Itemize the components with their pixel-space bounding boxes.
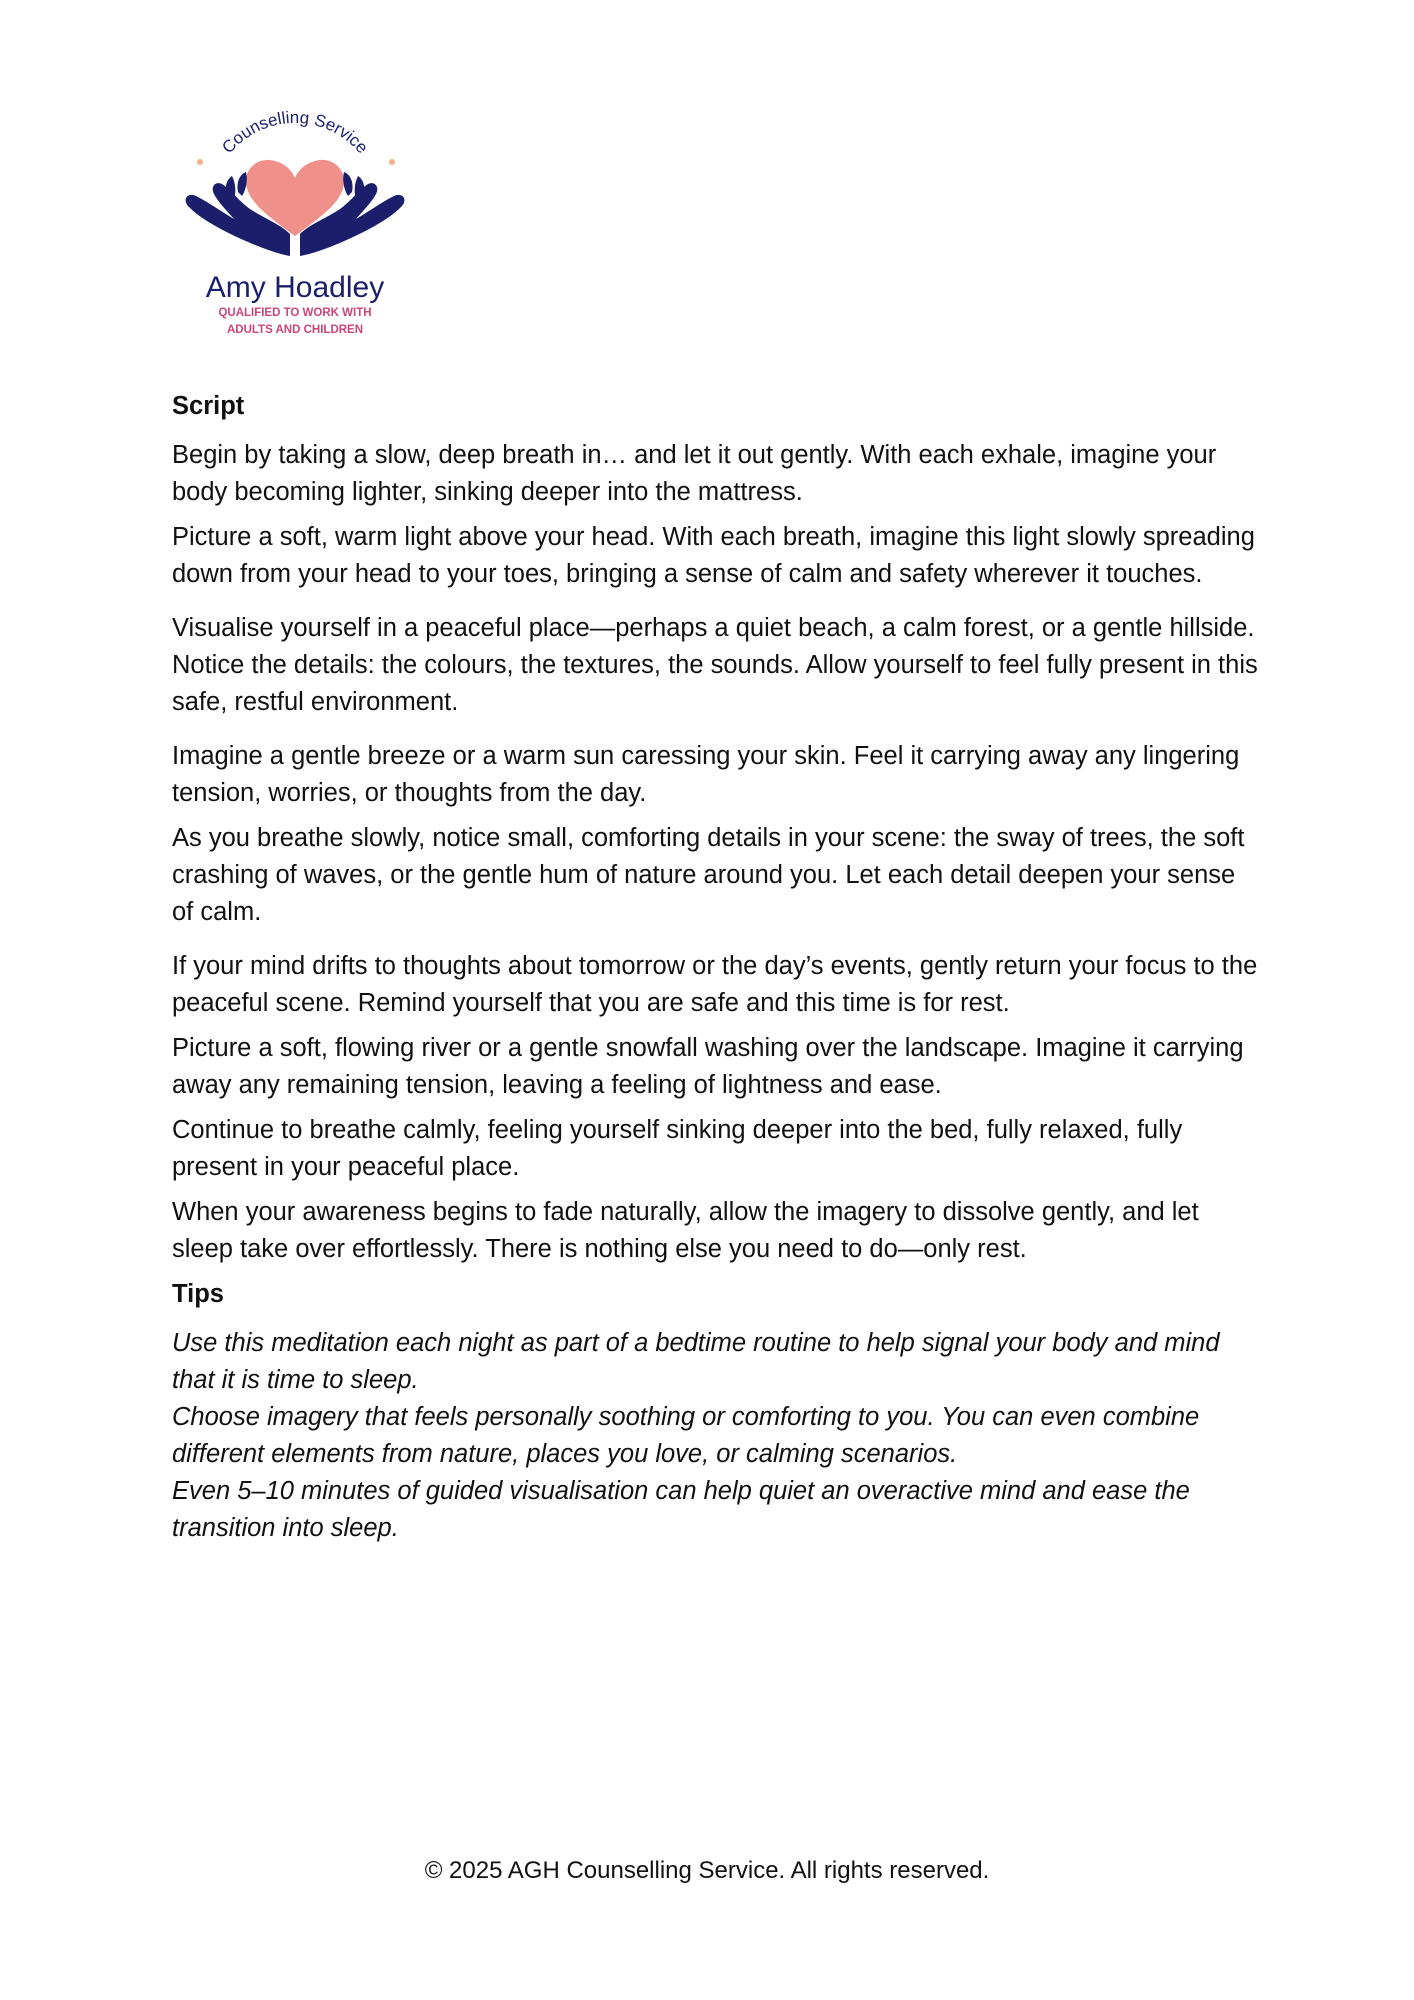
script-heading: Script [172,392,245,420]
script-paragraph: Begin by taking a slow, deep breath in… and let it out gently. With each exhale, imagine your body becoming lighter, sinking deeper into the mattress. [172,441,1217,506]
dot-icon [197,159,203,165]
script-paragraph: Continue to breathe calmly, feeling yourself sinking deeper into the bed, fully relaxed, fully present in your peaceful place. [172,1116,1183,1181]
dot-icon [389,159,395,165]
counselling-logo [170,84,420,334]
script-paragraph: As you breathe slowly, notice small, comforting details in your scene: the sway of trees, the soft crashing of waves, or the gentle hum of nature around you. Let each detail deepen your sense of calm. [172,824,1245,926]
script-paragraph: Imagine a gentle breeze or a warm sun caressing your skin. Feel it carrying away any lingering tension, worries, or thoughts from the day. [172,742,1240,807]
logo-arc-text: Counselling Service [218,107,372,158]
logo-graphic [170,84,420,334]
tip-item: Use this meditation each night as part of a bedtime routine to help signal your body and mind that it is time to sleep. [172,1329,1220,1394]
tip-item: Choose imagery that feels personally soothing or comforting to you. You can even combine different elements from nature, places you love, or calming scenarios. [172,1403,1200,1468]
document-body [172,388,1262,1547]
tips-heading: Tips [172,1280,224,1308]
tip-item: Even 5–10 minutes of guided visualisation can help quiet an overactive mind and ease the transition into sleep. [172,1477,1190,1542]
logo-tagline-line2: ADULTS AND CHILDREN [226,324,364,334]
logo-name: Amy Hoadley [205,271,385,304]
logo-tagline-line1: QUALIFIED TO WORK WITH [218,307,372,319]
script-paragraph: Visualise yourself in a peaceful place—perhaps a quiet beach, a calm forest, or a gentle hillside. Notice the details: the colours, the textures, the sounds. Allow yourself to feel fully present in this safe, restful environment. [172,614,1258,716]
copyright-footer: © 2025 AGH Counselling Service. All rights reserved. [424,1857,990,1884]
script-paragraph: Picture a soft, warm light above your head. With each breath, imagine this light slowly spreading down from your head to your toes, bringing a sense of calm and safety wherever it touches. [172,523,1255,588]
script-paragraph: If your mind drifts to thoughts about tomorrow or the day’s events, gently return your focus to the peaceful scene. Remind yourself that you are safe and this time is for rest. [172,952,1258,1017]
script-paragraph: When your awareness begins to fade naturally, allow the imagery to dissolve gently, and let sleep take over effortlessly. There is nothing else you need to do—only rest. [172,1198,1199,1263]
script-paragraph: Picture a soft, flowing river or a gentle snowfall washing over the landscape. Imagine it carrying away any remaining tension, leaving a feeling of lightness and ease. [172,1034,1244,1099]
